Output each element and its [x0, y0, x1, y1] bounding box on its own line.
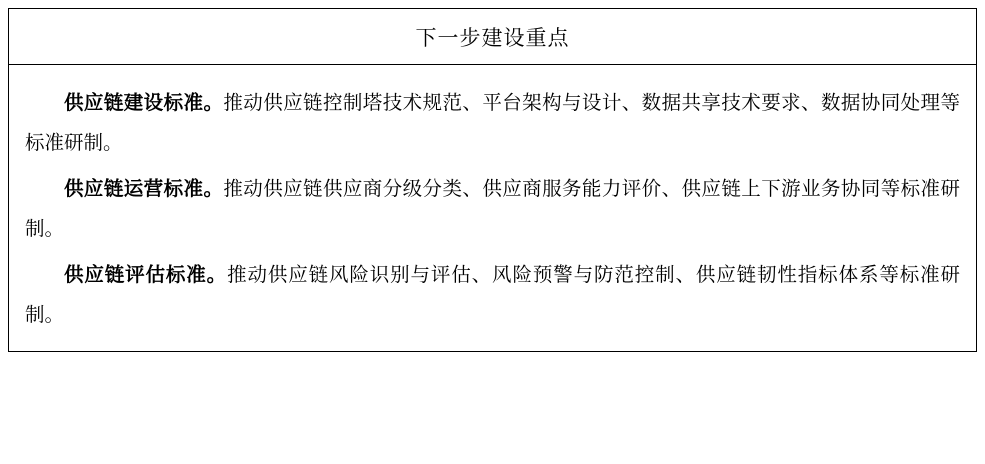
page-title: 下一步建设重点 — [415, 26, 570, 50]
paragraph-text: 推动供应链供应商分级分类、供应商服务能力评价、供应链上下游业务协同等标准研制。 — [25, 176, 960, 240]
paragraph-operation-standards — [25, 169, 960, 249]
table-body-cell — [9, 65, 976, 351]
paragraph-lead: 供应链运营标准。 — [64, 176, 224, 200]
document-table — [8, 8, 977, 352]
paragraph-lead: 供应链建设标准。 — [64, 91, 224, 114]
paragraph-evaluation-standards — [25, 255, 960, 335]
paragraph-construction-standards — [25, 83, 960, 163]
paragraph-lead: 供应链评估标准。 — [64, 262, 228, 286]
paragraph-text: 推动供应链风险识别与评估、风险预警与防范控制、供应链韧性指标体系等标准研制。 — [25, 262, 960, 326]
paragraph-text: 推动供应链控制塔技术规范、平台架构与设计、数据共享技术要求、数据协同处理等标准研制。 — [25, 91, 960, 154]
table-header-row — [9, 9, 976, 65]
